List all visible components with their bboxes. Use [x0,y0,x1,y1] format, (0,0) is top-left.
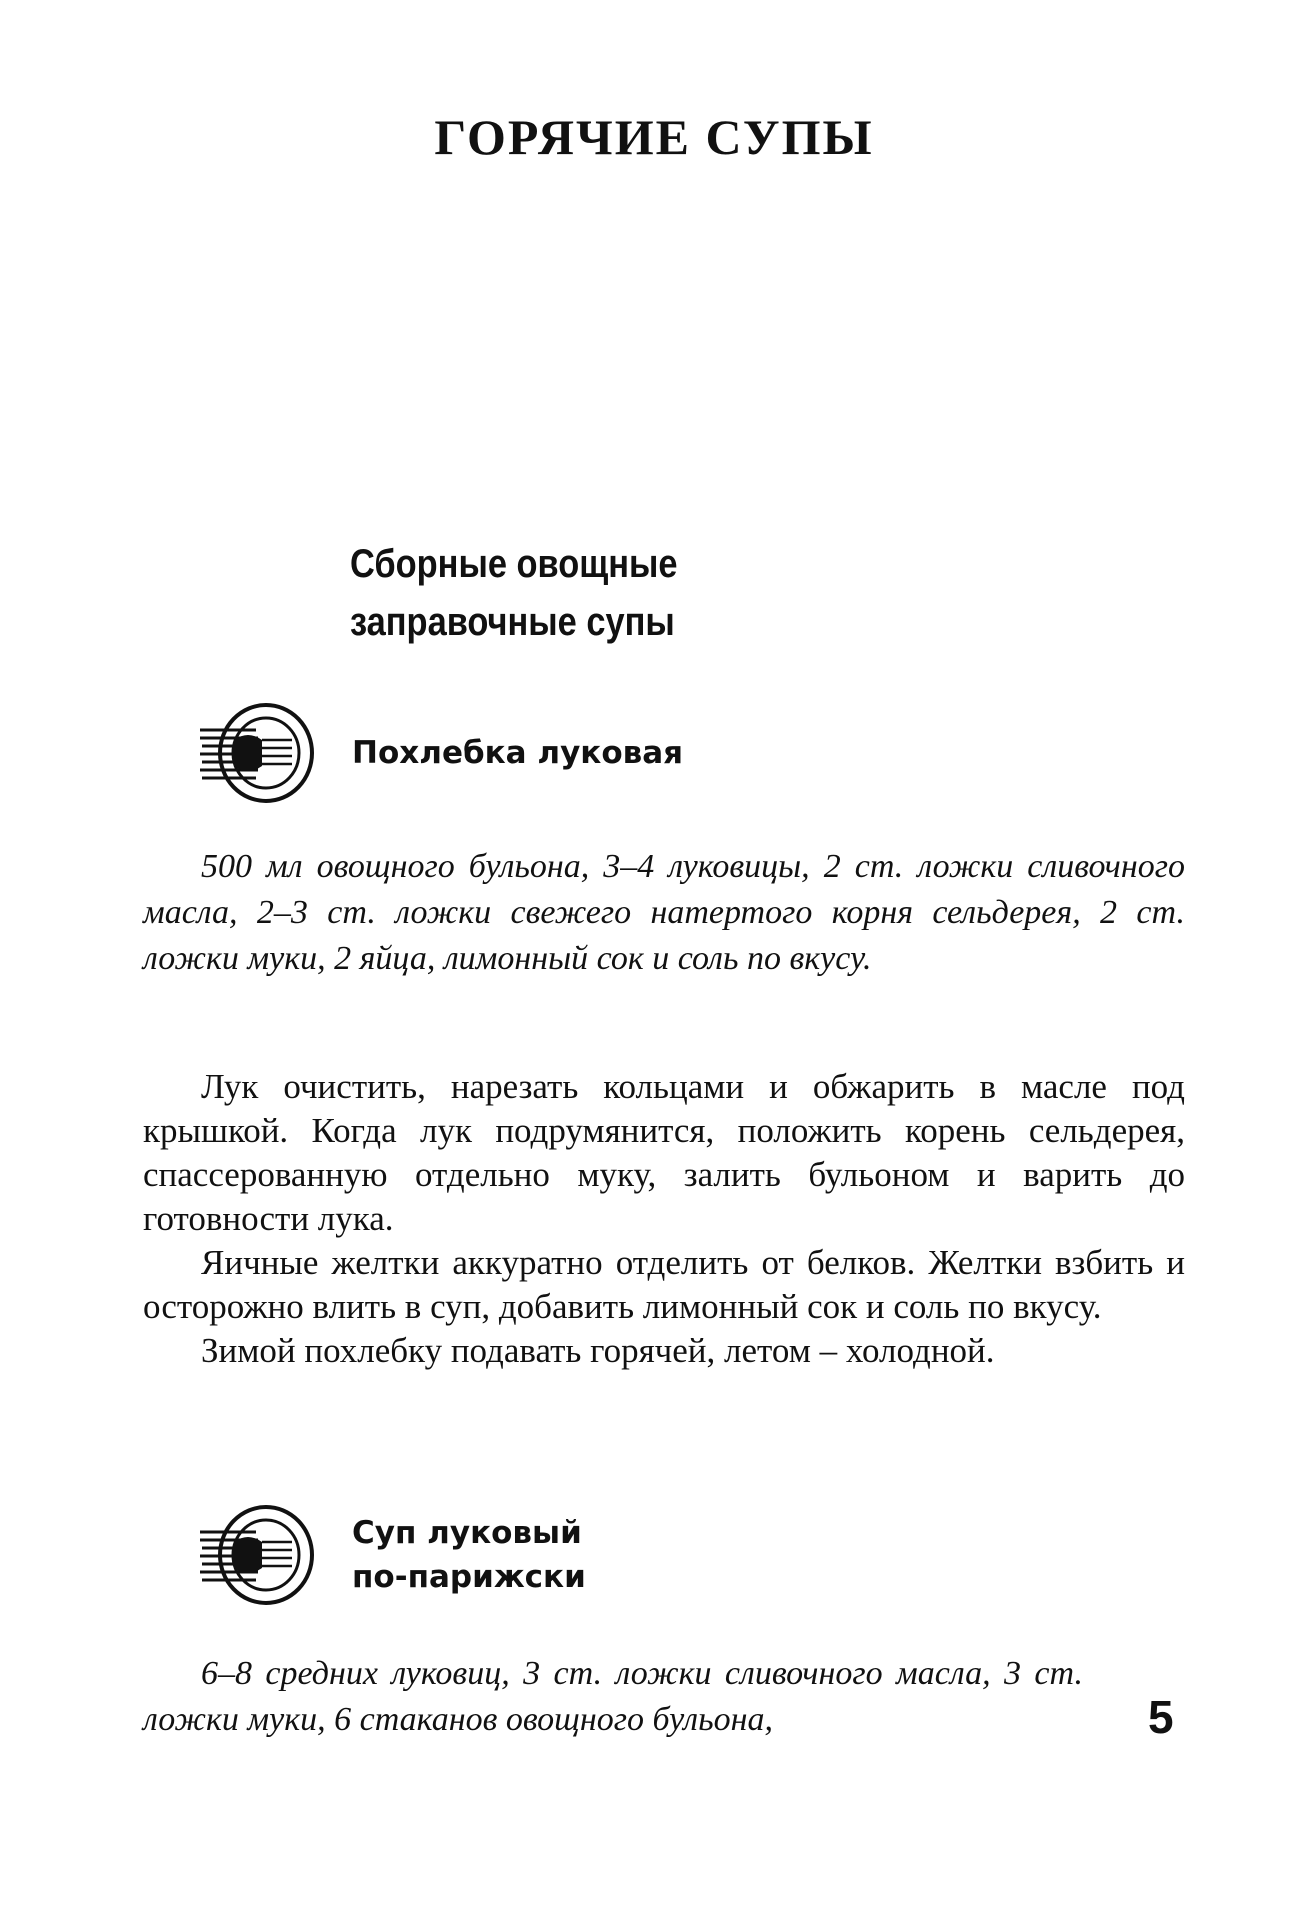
recipe-header [196,700,683,806]
recipe-header [196,1502,586,1608]
section-title [350,535,952,651]
direction-paragraph: Зимой похлебку подавать горячей, летом – холодной. [201,1331,995,1370]
ingredients-list: 500 мл овощного бульона, 3–4 луковицы, 2 ст. ложки сливочного масла, 2–3 ст. ложки свежего натертого корня сельдерея, 2 ст. ложки муки, 2 яйца, лимонный сок и соль по вкусу. [143,848,1185,977]
plate-icon [196,700,316,806]
chapter-title: ГОРЯЧИЕ СУПЫ [434,109,874,165]
recipe-title: Суп луковый по-парижски [352,1515,586,1595]
section-title-text: Сборные овощные заправочные супы [350,542,678,644]
page-number: 5 [1148,1691,1174,1743]
directions [143,1065,1185,1373]
recipe-title: Похлебка луковая [352,735,684,771]
plate-icon [196,1502,316,1608]
ingredients-list: 6–8 средних луковиц, 3 ст. ложки сливочного масла, 3 ст. ложки муки, 6 стаканов овощного бульона, [143,1655,1083,1738]
direction-paragraph: Лук очистить, нарезать кольцами и обжарить в масле под крышкой. Когда лук подрумянится, положить корень сельдерея, спассерованную отдельно муку, залить бульоном и варить до готовности лука. [143,1067,1185,1238]
direction-paragraph: Яичные желтки аккуратно отделить от белков. Желтки взбить и осторожно влить в суп, добавить лимонный сок и соль по вкусу. [143,1243,1185,1326]
